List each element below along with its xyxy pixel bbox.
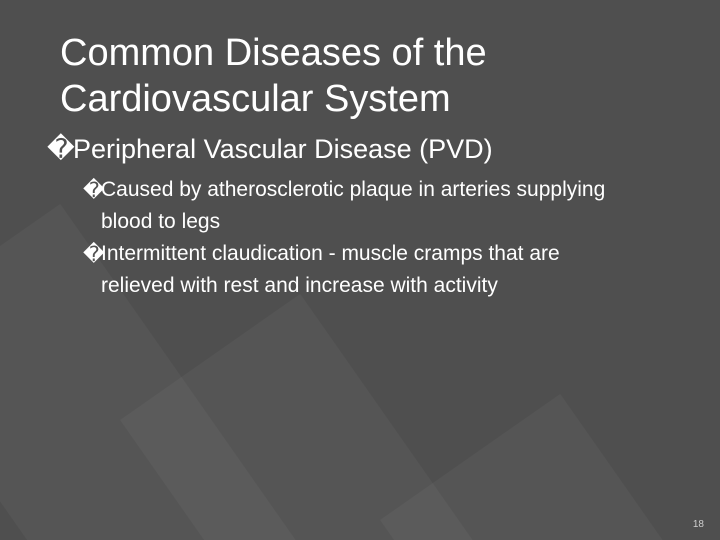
sub-bullet-text: Caused by atherosclerotic plaque in arteries supplying blood to legs (101, 178, 606, 233)
background-stripe (380, 394, 720, 540)
bullet-icon: � (47, 134, 75, 165)
main-bullet-text: Peripheral Vascular Disease (PVD) (73, 134, 493, 164)
sub-bullet (83, 238, 623, 302)
bullet-icon: � (83, 178, 105, 202)
sub-bullet (83, 174, 623, 238)
sub-bullet-list (83, 174, 623, 302)
bullet-icon: � (83, 242, 105, 266)
main-bullet (47, 132, 707, 167)
slide-title (60, 30, 700, 122)
slide-title-line: Common Diseases of the (60, 32, 487, 74)
sub-bullet-text: Intermittent claudication - muscle cramps that are relieved with rest and increase with activity (101, 242, 560, 297)
slide-title-line: Cardiovascular System (60, 78, 451, 120)
page-number: 18 (692, 519, 704, 530)
